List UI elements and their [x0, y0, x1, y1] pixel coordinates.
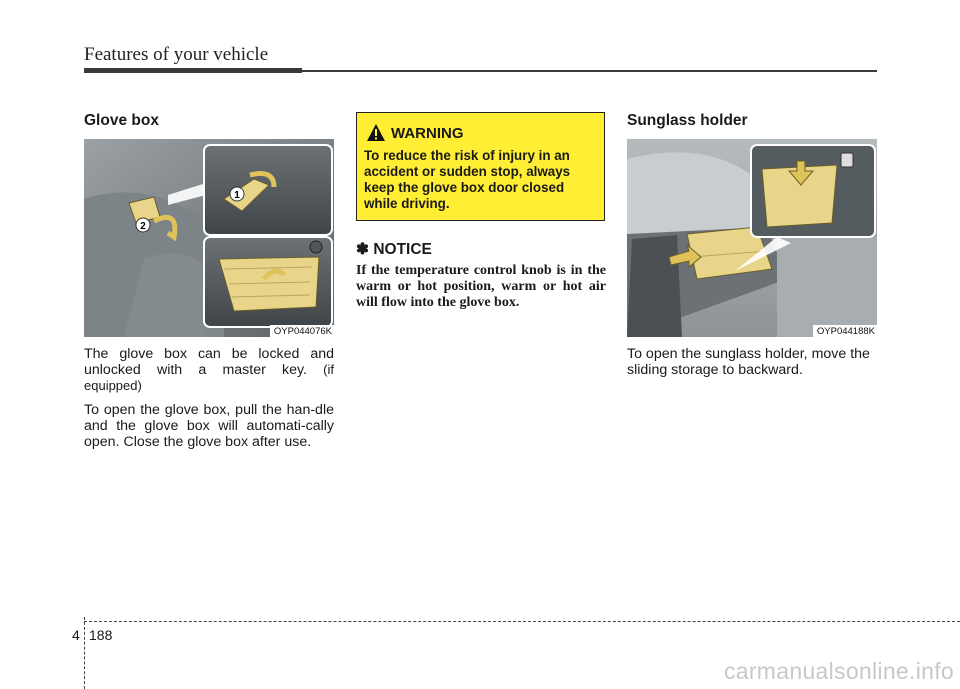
sunglass-holder-title: Sunglass holder: [627, 112, 748, 129]
equipped-note: (if equipped): [84, 362, 334, 393]
warning-text: To reduce the risk of injury in an accident or sudden stop, always keep the glove box door closed while driving.: [364, 148, 571, 211]
glove-box-title: Glove box: [84, 112, 159, 129]
glove-box-paragraph-2: To open the glove box, pull the han-dle and the glove box will automati-cally open. Close the glove box after use.: [84, 402, 334, 450]
warning-icon: [366, 123, 386, 142]
notice-text: If the temperature control knob is in the warm or hot position, warm or hot air will flow into the glove box.: [356, 263, 606, 310]
glove-box-illustration: [84, 139, 334, 337]
glove-box-figure: [84, 139, 334, 337]
glove-box-text: The glove box can be locked and unlocked with a master key.: [84, 346, 334, 378]
notice-icon: ✽: [356, 241, 369, 258]
figure-code: OYP044076K: [270, 325, 334, 337]
sunglass-holder-body: To open the sunglass holder, move the sliding storage to backward.: [627, 346, 870, 378]
watermark: carmanualsonline.info: [723, 658, 954, 684]
notice-title: [356, 240, 432, 259]
header-rule-thin: [302, 70, 877, 72]
glove-box-paragraph-1: [84, 346, 334, 394]
callout-1: 1: [234, 190, 240, 201]
warning-title: WARNING: [391, 125, 464, 142]
glove-box-body: [84, 346, 334, 458]
sunglass-holder-illustration: [627, 139, 877, 337]
header-rule: [84, 68, 302, 73]
footer-rule: [84, 621, 960, 622]
notice-title-text: NOTICE: [373, 241, 432, 258]
sunglass-holder-figure: [627, 139, 877, 337]
callout-2: 2: [140, 221, 146, 232]
figure-code: OYP044188K: [813, 325, 877, 337]
footer-divider: [84, 617, 86, 689]
chapter-number: 4: [72, 627, 80, 643]
page-number: 188: [89, 627, 113, 643]
page-header-title: Features of your vehicle: [84, 44, 269, 65]
